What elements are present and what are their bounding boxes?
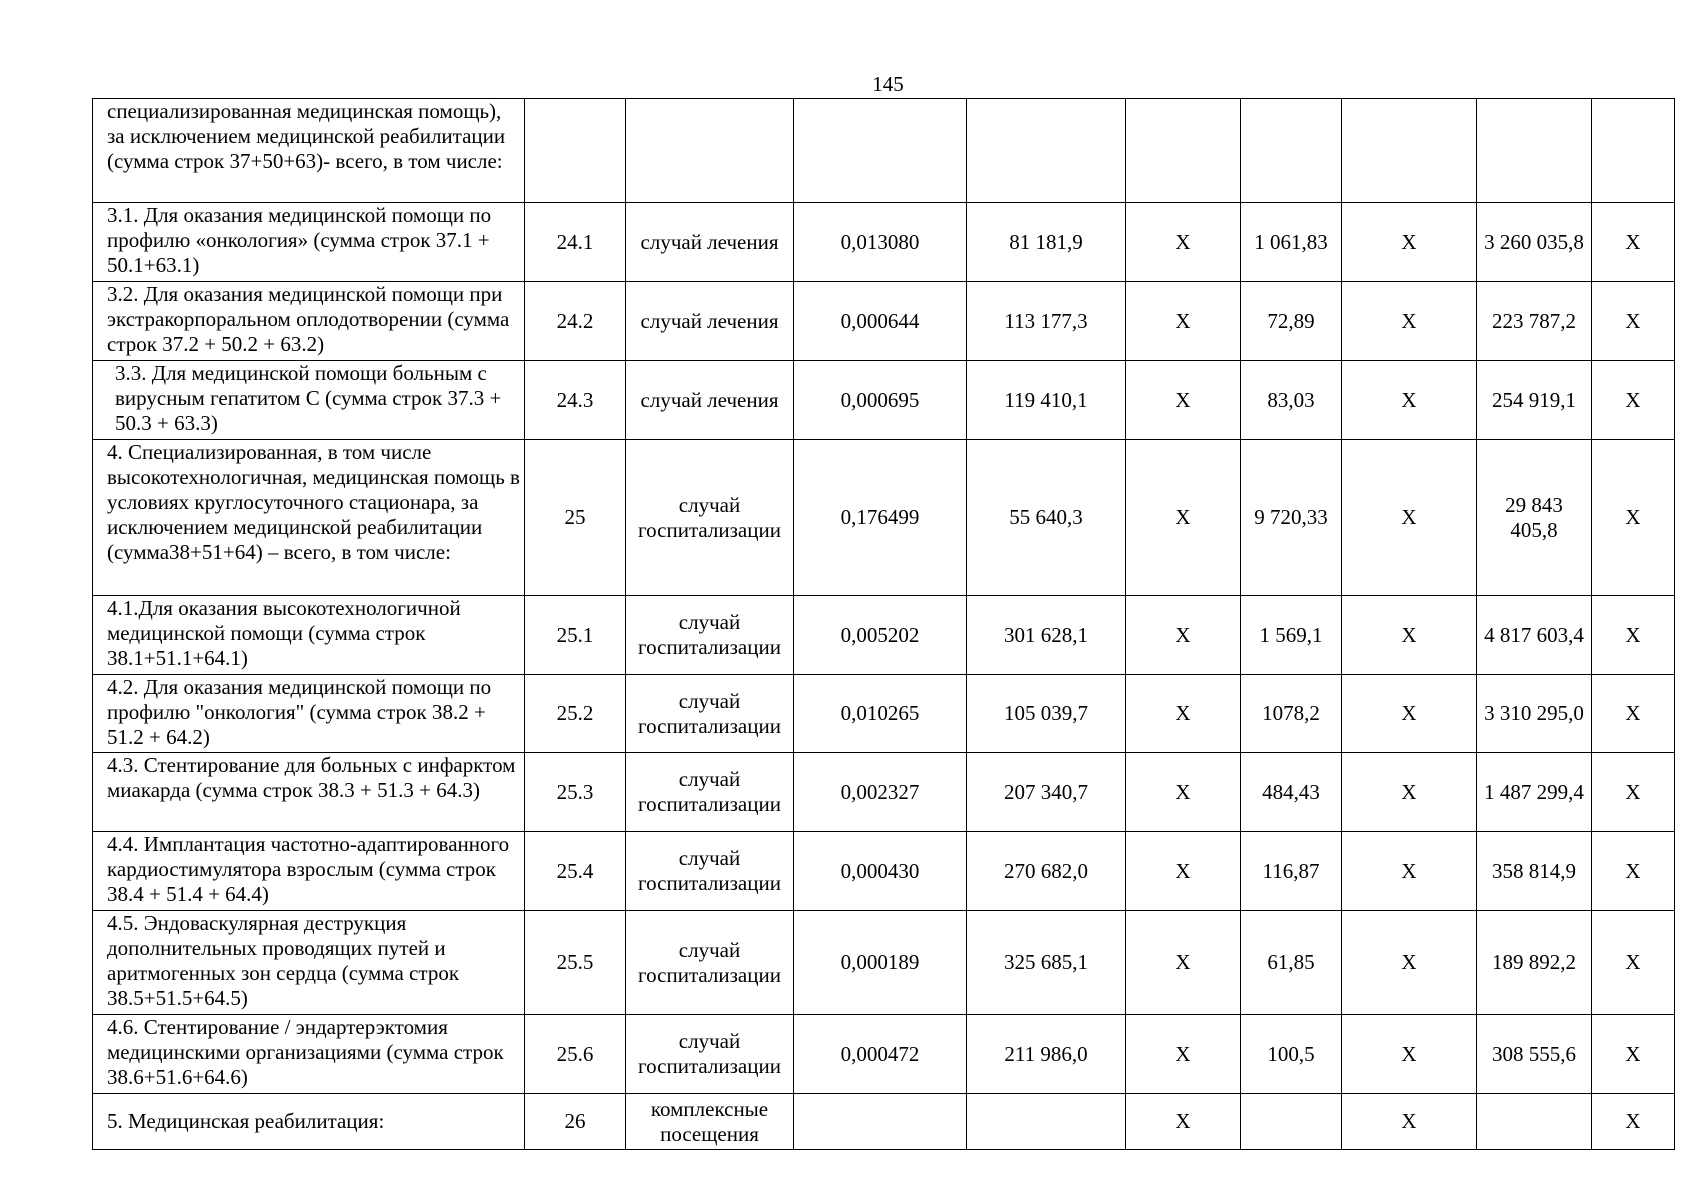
row-cost: 119 410,1 (967, 361, 1126, 440)
row-total (1477, 99, 1592, 203)
row-cost (967, 99, 1126, 203)
row-unit: случай госпитализации (626, 440, 794, 596)
row-name: 4.5. Эндоваскулярная деструкция дополнительных проводящих путей и аритмогенных зон сердца (сумма строк 38.5+51.5+64.5) (93, 911, 525, 1015)
row-cost: 113 177,3 (967, 282, 1126, 361)
table-row (93, 675, 1675, 753)
row-volume: 0,002327 (794, 753, 967, 832)
row-col9: X (1592, 753, 1675, 832)
row-unit: случай госпитализации (626, 753, 794, 832)
row-col9: X (1592, 440, 1675, 596)
row-line-number: 25.3 (525, 753, 626, 832)
row-name: 4.1.Для оказания высокотехнологичной медицинской помощи (сумма строк 38.1+51.1+64.1) (93, 596, 525, 675)
row-col6: 9 720,33 (1241, 440, 1342, 596)
row-unit: случай лечения (626, 361, 794, 440)
row-total: 358 814,9 (1477, 832, 1592, 911)
row-total: 223 787,2 (1477, 282, 1592, 361)
row-volume: 0,000472 (794, 1015, 967, 1094)
row-total: 1 487 299,4 (1477, 753, 1592, 832)
table-row (93, 99, 1675, 203)
row-col7: X (1342, 361, 1477, 440)
table-row (93, 440, 1675, 596)
row-col5: X (1126, 440, 1241, 596)
row-col5 (1126, 99, 1241, 203)
row-line-number: 24.3 (525, 361, 626, 440)
row-unit: случай лечения (626, 282, 794, 361)
row-col7: X (1342, 1094, 1477, 1150)
row-col7 (1342, 99, 1477, 203)
row-cost: 207 340,7 (967, 753, 1126, 832)
row-col7: X (1342, 753, 1477, 832)
row-name: 4.4. Имплантация частотно-адаптированного кардиостимулятора взрослым (сумма строк 38.4 + 51.4 + 64.4) (93, 832, 525, 911)
row-col6: 116,87 (1241, 832, 1342, 911)
row-unit: случай лечения (626, 203, 794, 282)
row-name: 4.6. Стентирование / эндартерэктомия медицинскими организациями (сумма строк 38.6+51.6+64.6) (93, 1015, 525, 1094)
row-unit: случай госпитализации (626, 832, 794, 911)
row-col9: X (1592, 911, 1675, 1015)
row-col7: X (1342, 596, 1477, 675)
row-total: 189 892,2 (1477, 911, 1592, 1015)
row-col9: X (1592, 1094, 1675, 1150)
row-col6 (1241, 99, 1342, 203)
row-col7: X (1342, 911, 1477, 1015)
row-col9: X (1592, 1015, 1675, 1094)
table-row (93, 832, 1675, 911)
table-row (93, 1015, 1675, 1094)
row-col5: X (1126, 361, 1241, 440)
row-volume: 0,000430 (794, 832, 967, 911)
row-col5: X (1126, 1015, 1241, 1094)
table-row (93, 203, 1675, 282)
row-line-number: 25.1 (525, 596, 626, 675)
row-volume: 0,176499 (794, 440, 967, 596)
row-col5: X (1126, 675, 1241, 753)
row-col7: X (1342, 1015, 1477, 1094)
row-volume: 0,005202 (794, 596, 967, 675)
row-col7: X (1342, 282, 1477, 361)
row-volume: 0,010265 (794, 675, 967, 753)
row-col6: 72,89 (1241, 282, 1342, 361)
row-cost: 325 685,1 (967, 911, 1126, 1015)
row-volume (794, 1094, 967, 1150)
row-line-number: 24.1 (525, 203, 626, 282)
row-col7: X (1342, 203, 1477, 282)
row-col5: X (1126, 911, 1241, 1015)
row-line-number: 25.6 (525, 1015, 626, 1094)
table-row (93, 361, 1675, 440)
row-total: 3 310 295,0 (1477, 675, 1592, 753)
row-col9: X (1592, 675, 1675, 753)
row-line-number: 24.2 (525, 282, 626, 361)
row-name: 3.3. Для медицинской помощи больным с вирусным гепатитом С (сумма строк 37.3 + 50.3 + 63.3) (93, 361, 525, 440)
row-unit: случай госпитализации (626, 911, 794, 1015)
row-name: 4.3. Стентирование для больных с инфарктом миакарда (сумма строк 38.3 + 51.3 + 64.3) (93, 753, 525, 832)
row-col5: X (1126, 753, 1241, 832)
row-line-number: 25.5 (525, 911, 626, 1015)
row-col6: 1 569,1 (1241, 596, 1342, 675)
table-row (93, 282, 1675, 361)
row-cost: 55 640,3 (967, 440, 1126, 596)
row-line-number: 25.2 (525, 675, 626, 753)
row-col5: X (1126, 203, 1241, 282)
row-col5: X (1126, 596, 1241, 675)
table-row (93, 1094, 1675, 1150)
row-col5: X (1126, 1094, 1241, 1150)
row-col6: 100,5 (1241, 1015, 1342, 1094)
row-line-number: 25.4 (525, 832, 626, 911)
row-name: специализированная медицинская помощь), за исключением медицинской реабилитации (сумма строк 37+50+63)- всего, в том числе: (93, 99, 525, 203)
row-col5: X (1126, 832, 1241, 911)
row-total: 254 919,1 (1477, 361, 1592, 440)
row-cost: 81 181,9 (967, 203, 1126, 282)
row-name: 4. Специализированная, в том числе высокотехнологичная, медицинская помощь в условиях круглосуточного стационара, за исключением медицинской реабилитации (сумма38+51+64) – всего, в том числе: (93, 440, 525, 596)
row-col5: X (1126, 282, 1241, 361)
row-name: 5. Медицинская реабилитация: (93, 1094, 525, 1150)
row-volume: 0,000189 (794, 911, 967, 1015)
row-col6: 1078,2 (1241, 675, 1342, 753)
table-row (93, 911, 1675, 1015)
page-number: 145 (872, 72, 904, 96)
row-col9: X (1592, 832, 1675, 911)
row-col9 (1592, 99, 1675, 203)
row-unit: случай госпитализации (626, 1015, 794, 1094)
row-volume: 0,013080 (794, 203, 967, 282)
row-col6: 61,85 (1241, 911, 1342, 1015)
row-total: 308 555,6 (1477, 1015, 1592, 1094)
row-name: 3.2. Для оказания медицинской помощи при экстракорпоральном оплодотворении (сумма строк 37.2 + 50.2 + 63.2) (93, 282, 525, 361)
row-col9: X (1592, 596, 1675, 675)
row-col6: 484,43 (1241, 753, 1342, 832)
row-total: 29 843 405,8 (1477, 440, 1592, 596)
row-col6: 83,03 (1241, 361, 1342, 440)
table-row (93, 596, 1675, 675)
row-line-number: 26 (525, 1094, 626, 1150)
row-line-number (525, 99, 626, 203)
row-volume (794, 99, 967, 203)
row-total: 3 260 035,8 (1477, 203, 1592, 282)
row-unit: комплексные посещения (626, 1094, 794, 1150)
table-row (93, 753, 1675, 832)
row-unit: случай госпитализации (626, 675, 794, 753)
row-volume: 0,000695 (794, 361, 967, 440)
row-col7: X (1342, 675, 1477, 753)
row-col7: X (1342, 832, 1477, 911)
row-line-number: 25 (525, 440, 626, 596)
row-unit (626, 99, 794, 203)
row-total (1477, 1094, 1592, 1150)
row-cost: 270 682,0 (967, 832, 1126, 911)
row-name: 4.2. Для оказания медицинской помощи по профилю "онкология" (сумма строк 38.2 + 51.2 + 64.2) (93, 675, 525, 753)
row-col9: X (1592, 361, 1675, 440)
row-col6 (1241, 1094, 1342, 1150)
row-cost: 105 039,7 (967, 675, 1126, 753)
row-col9: X (1592, 282, 1675, 361)
financing-table (92, 98, 1675, 1150)
row-name: 3.1. Для оказания медицинской помощи по профилю «онкология» (сумма строк 37.1 + 50.1+63.1) (93, 203, 525, 282)
row-col7: X (1342, 440, 1477, 596)
row-volume: 0,000644 (794, 282, 967, 361)
row-cost: 211 986,0 (967, 1015, 1126, 1094)
row-total: 4 817 603,4 (1477, 596, 1592, 675)
row-cost: 301 628,1 (967, 596, 1126, 675)
row-col9: X (1592, 203, 1675, 282)
row-cost (967, 1094, 1126, 1150)
row-col6: 1 061,83 (1241, 203, 1342, 282)
row-unit: случай госпитализации (626, 596, 794, 675)
